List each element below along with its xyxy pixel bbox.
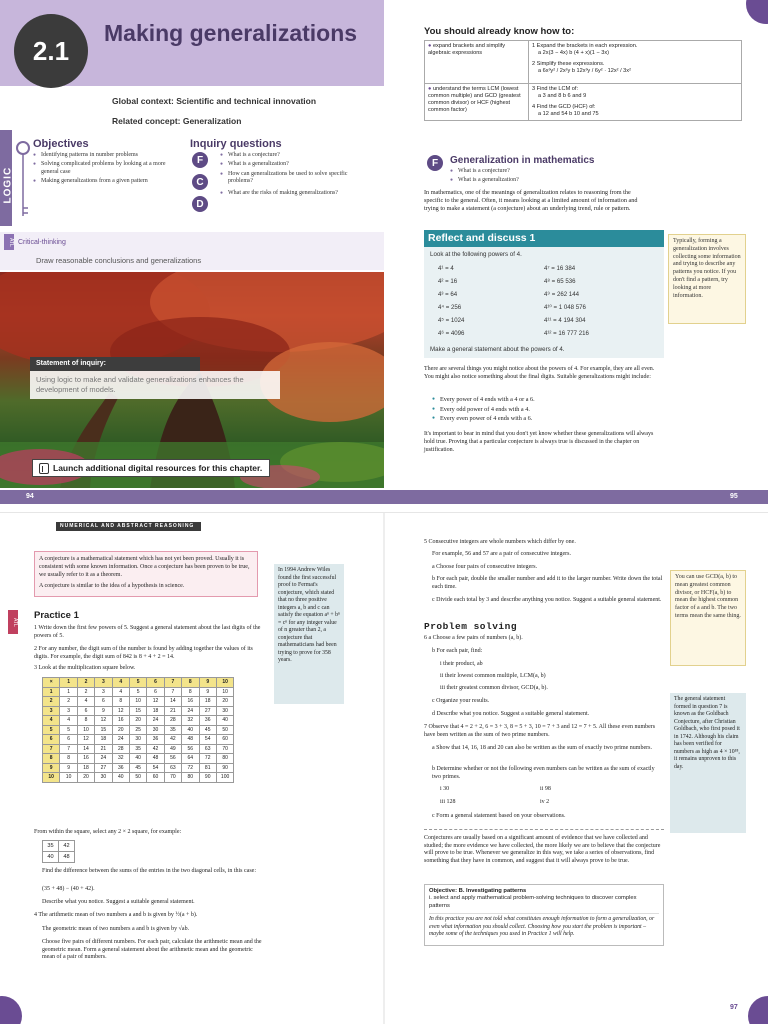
footer-band	[384, 490, 768, 504]
atl-tag: ATL	[4, 234, 14, 250]
row-header-cell: 1	[43, 687, 60, 697]
chapter-title: Making generalizations	[104, 20, 358, 46]
table-cell: 80	[216, 754, 233, 764]
table-cell: 14	[77, 744, 94, 754]
table-cell: 100	[216, 773, 233, 783]
power-right: 4¹¹ = 4 194 304	[544, 317, 586, 324]
question-4c: Choose five pairs of different numbers. For each pair, calculate the arithmetic mean and the geometric mean. Form a general statement about the arithmetic mean and the geometric mean of a pair of numbers.	[42, 939, 262, 961]
table-cell: 4	[60, 716, 77, 726]
gcd-note: You can use GCD(a, b) to mean greatest common divisor, or HCF(a, b) to mean the highest common factor of a and b. The two terms mean the same thing.	[670, 570, 746, 666]
header-cell: 9	[199, 678, 216, 688]
launch-text: Launch additional digital resources for this chapter.	[53, 463, 263, 473]
corner-decoration	[746, 0, 768, 24]
table-cell: 27	[95, 763, 112, 773]
table-cell: 28	[112, 744, 129, 754]
question-5a: a Choose four pairs of consecutive integers.	[432, 564, 538, 570]
table-cell: 2	[77, 687, 94, 697]
section-paragraph: In mathematics, one of the meanings of generalization relates to reasoning from the specific to the general. Often, it means looking at a limited amount of information and trying to make a statement (a conjecture) about an underlying trend, rule or pattern.	[424, 189, 638, 212]
power-right: 4⁸ = 65 536	[544, 278, 576, 285]
table-row	[43, 716, 234, 726]
table-cell: 18	[199, 697, 216, 707]
describe-text: Describe what you notice. Suggest a suitable general statement.	[42, 899, 195, 905]
problem-solving-heading: Problem solving	[424, 621, 518, 632]
table-cell: 18	[147, 706, 164, 716]
question-6b: b For each pair, find:	[432, 648, 483, 654]
table-cell: 24	[182, 706, 199, 716]
prior-knowledge-table	[424, 40, 742, 121]
question-7a: a Show that 14, 16, 18 and 20 can also be written as the sum of exactly two prime numbers.	[432, 745, 652, 751]
table-cell: 20	[77, 773, 94, 783]
inquiry-item: ● What are the risks of making generalizations?	[220, 190, 370, 198]
table-cell: 9	[60, 763, 77, 773]
page-94	[0, 0, 384, 512]
table-cell: 9	[95, 706, 112, 716]
table-cell: 6	[60, 735, 77, 745]
row-header-cell: 3	[43, 706, 60, 716]
table-cell: 10	[216, 687, 233, 697]
table-cell: 40	[216, 716, 233, 726]
power-right: 4¹² = 16 777 216	[544, 330, 589, 337]
power-left: 4⁴ = 256	[438, 304, 462, 311]
generalization-list	[432, 395, 662, 424]
definition-text: A conjecture is a mathematical statement which has not yet been proved. Usually it is consistent with some known information. Once a conjecture has been proven to be true, we usually refer to it as a theorem.	[39, 556, 250, 578]
table-cell: 8	[182, 687, 199, 697]
header-cell: 7	[164, 678, 181, 688]
row-header-cell: 6	[43, 735, 60, 745]
row-header-cell: 4	[43, 716, 60, 726]
table-cell: 45	[199, 725, 216, 735]
objective-title: Objective: B. Investigating patterns	[429, 888, 527, 894]
header-cell: 2	[77, 678, 94, 688]
digital-resource-icon	[39, 463, 49, 474]
question-5b: b For each pair, double the smaller number and add it to the larger number. Write down the total each time.	[432, 576, 663, 590]
power-right: 4⁷ = 16 384	[544, 265, 576, 272]
table-cell: 49	[164, 744, 181, 754]
table-row	[43, 763, 234, 773]
question-item: ● What is a generalization?	[450, 177, 650, 185]
question-7b-item: i 30	[440, 786, 450, 792]
objectives-list	[33, 152, 183, 187]
table-cell: 15	[129, 706, 146, 716]
question-5c: c Divide each total by 3 and describe anything you notice. Suggest a suitable general statement.	[432, 597, 662, 603]
table-cell: 14	[164, 697, 181, 707]
table-cell: 5	[60, 725, 77, 735]
row-header-cell: 8	[43, 754, 60, 764]
table-cell: 90	[216, 763, 233, 773]
table-cell: 60	[216, 735, 233, 745]
debatable-badge: D	[192, 196, 208, 212]
table-cell: 4	[112, 687, 129, 697]
factual-badge: F	[427, 155, 443, 171]
list-item: ● Every power of 4 ends with a 4 or a 6.	[432, 395, 662, 405]
practice-heading: Practice 1	[34, 610, 79, 621]
definition-box	[34, 551, 258, 597]
page-number: 96	[30, 1004, 38, 1011]
corner-decoration	[748, 996, 768, 1024]
table-cell: 12	[112, 706, 129, 716]
table-cell: 48	[182, 735, 199, 745]
table-cell: 20	[112, 725, 129, 735]
power-right: 4⁹ = 262 144	[544, 291, 579, 298]
table-cell: 2	[60, 697, 77, 707]
divider	[424, 829, 664, 830]
table-cell: 56	[164, 754, 181, 764]
reflect-heading: Reflect and discuss 1	[424, 230, 664, 247]
row-header-cell: 2	[43, 697, 60, 707]
table-cell: 4	[77, 697, 94, 707]
table-cell: 54	[147, 763, 164, 773]
section-questions	[450, 168, 650, 186]
table-cell: 16	[182, 697, 199, 707]
fermat-note: In 1994 Andrew Wiles found the first successful proof to Fermat's conjecture, which stated that no three positive integers a, b and c can satisfy the equation aⁿ + bⁿ = cⁿ for any integer value of n greater than 2, a conjecture that mathematicians had been trying to prove for 358 years.	[274, 564, 344, 704]
conjecture-paragraph: Conjectures are usually based on a significant amount of evidence that we have collected and studied; the more evidence we have collected, the more likely we are to believe that the conjecture will prove to be true. Whenever we generalize in this way, we take a series of observations, find something that they have in common, and suggest that it will always prove to be true.	[424, 835, 661, 864]
key-concept-label: LOGIC	[2, 166, 14, 204]
power-left: 4³ = 64	[438, 291, 458, 298]
footer-band	[0, 490, 384, 504]
table-cell: 36	[112, 763, 129, 773]
table-row	[43, 744, 234, 754]
table-cell: 20	[129, 716, 146, 726]
table-cell: 35	[164, 725, 181, 735]
margin-note: Typically, forming a generalization involves collecting some information and trying to describe any patterns you notice. If you don't find a pattern, try looking at more information.	[668, 234, 746, 324]
question-7c: c Form a general statement based on your observations.	[432, 813, 566, 819]
select-text: From within the square, select any 2 × 2 square, for example:	[34, 829, 182, 835]
table-cell: 32	[182, 716, 199, 726]
objective-italic: In this practice you are not told what constitutes enough information to form a generalization, or even what information you should collect. Choosing how you start the problem is important – maybe some of the techniques you used in Practice 1 will help.	[429, 913, 659, 938]
factual-badge: F	[192, 152, 208, 168]
table-cell: 56	[182, 744, 199, 754]
chapter-number: 2.1	[14, 14, 88, 88]
skill-cell: ● understand the terms LCM (lowest common multiple) and GCD (greatest common divisor) or HCF (highest common factor)	[425, 84, 529, 121]
header-cell: 5	[129, 678, 146, 688]
atl-subtitle: Draw reasonable conclusions and generalizations	[36, 256, 202, 265]
table-cell: 24	[147, 716, 164, 726]
header-cell: ×	[43, 678, 60, 688]
table-cell: 10	[60, 773, 77, 783]
related-concept: Related concept: Generalization	[112, 116, 242, 126]
multiplication-square	[42, 677, 234, 783]
section-header-bar: NUMERICAL AND ABSTRACT REASONING	[56, 522, 201, 531]
task-cell: 1 Expand the brackets in each expression. a 2x(3 − 4x) b (4 + x)(1 − 3x) 2 Simplify these expressions. a 6x³y² / 2x²y b 12x³y / 6y² · 12x² / 3x²	[529, 41, 742, 84]
table-cell: 15	[95, 725, 112, 735]
table-cell: 28	[164, 716, 181, 726]
corner-decoration	[0, 996, 22, 1024]
definition-text: A conjecture is similar to the idea of a hypothesis in science.	[39, 583, 185, 589]
table-cell: 12	[95, 716, 112, 726]
atl-title: Critical-thinking	[18, 239, 66, 246]
row-header-cell: 5	[43, 725, 60, 735]
question-4b: The geometric mean of two numbers a and b is given by √ab.	[42, 926, 190, 932]
table-cell: 32	[112, 754, 129, 764]
table-cell: 63	[164, 763, 181, 773]
power-left: 4¹ = 4	[438, 265, 454, 272]
question-4a: 4 The arithmetic mean of two numbers a and b is given by ½(a + b).	[34, 912, 198, 918]
diff-calc: (35 + 48) − (40 + 42).	[42, 886, 95, 892]
table-cell: 48	[147, 754, 164, 764]
question-7b: b Determine whether or not the following even numbers can be written as the sum of exactly two primes.	[432, 766, 655, 780]
table-cell: 3	[95, 687, 112, 697]
reflect-task: Make a general statement about the powers of 4.	[430, 346, 565, 353]
section-heading: Generalization in mathematics	[450, 155, 595, 166]
inquiry-heading: Inquiry questions	[190, 138, 282, 150]
table-cell: 3	[60, 706, 77, 716]
body-text: It's important to bear in mind that you don't yet know whether these generalizations will always hold true. Proving that a particular conjecture is always true is discussed in the chapter on justification.	[424, 431, 654, 453]
table-cell: 25	[129, 725, 146, 735]
page-number: 94	[26, 493, 34, 500]
question-6c: c Organize your results.	[432, 698, 490, 704]
page-number: 95	[730, 493, 738, 500]
question-6a: 6 a Choose a few pairs of numbers (a, b).	[424, 635, 523, 641]
table-cell: 50	[129, 773, 146, 783]
table-cell: 6	[77, 706, 94, 716]
table-cell: 40	[129, 754, 146, 764]
table-cell: 9	[199, 687, 216, 697]
header-cell: 8	[182, 678, 199, 688]
table-cell: 42	[164, 735, 181, 745]
table-cell: 30	[95, 773, 112, 783]
question-6biii: iii their greatest common divisor, GCD(a, b).	[440, 685, 548, 691]
table-row	[43, 697, 234, 707]
table-cell: 18	[95, 735, 112, 745]
table-cell: 21	[95, 744, 112, 754]
table-cell: 5	[129, 687, 146, 697]
table-cell: 42	[147, 744, 164, 754]
table-cell: 60	[147, 773, 164, 783]
table-cell: 21	[164, 706, 181, 716]
table-row	[43, 706, 234, 716]
diff-text: Find the difference between the sums of the entries in the two diagonal cells, in this case:	[42, 868, 256, 874]
objectives-heading: Objectives	[33, 138, 89, 150]
question-3: 3 Look at the multiplication square below.	[34, 665, 136, 671]
list-item: ● Every even power of 4 ends with a 6.	[432, 414, 662, 424]
table-cell: 40	[182, 725, 199, 735]
goldbach-note: The general statement formed in question 7 is known as the Goldbach Conjecture, after Christian Goldbach, who first posed it in 1742. Although his claim has been verified for numbers as high as 4 × 10¹⁸, it remains unproven to this day.	[670, 693, 746, 833]
table-row	[425, 84, 742, 121]
table-row	[43, 735, 234, 745]
inquiry-item: ● How can generalizations be used to solve specific problems?	[220, 171, 370, 186]
key-icon	[12, 138, 34, 218]
conceptual-badge: C	[192, 174, 208, 190]
power-left: 4⁵ = 1024	[438, 317, 465, 324]
reflect-intro: Look at the following powers of 4.	[430, 251, 522, 258]
skill-cell: ● expand brackets and simplify algebraic expressions	[425, 41, 529, 84]
header-cell: 1	[60, 678, 77, 688]
question-7b-item: iv 2	[540, 799, 550, 805]
table-row	[43, 773, 234, 783]
page-number: 97	[730, 1004, 738, 1011]
question-7b-item: iii 128	[440, 799, 456, 805]
table-cell: 24	[95, 754, 112, 764]
table-cell: 81	[199, 763, 216, 773]
table-cell: 6	[95, 697, 112, 707]
table-cell: 18	[77, 763, 94, 773]
list-item: ● Every odd power of 4 ends with a 4.	[432, 405, 662, 415]
table-cell: 16	[112, 716, 129, 726]
question-item: ● What is a conjecture?	[450, 168, 650, 176]
question-5-example: For example, 56 and 57 are a pair of consecutive integers.	[432, 551, 571, 557]
table-header-row	[43, 678, 234, 688]
objective-line: i. select and apply mathematical problem-solving techniques to discover complex patterns	[429, 895, 637, 909]
table-cell: 30	[129, 735, 146, 745]
table-cell: 63	[199, 744, 216, 754]
row-header-cell: 7	[43, 744, 60, 754]
table-cell: 72	[182, 763, 199, 773]
global-context: Global context: Scientific and technical innovation	[112, 96, 317, 106]
table-cell: 10	[129, 697, 146, 707]
table-cell: 36	[147, 735, 164, 745]
table-cell: 8	[77, 716, 94, 726]
header-cell: 10	[216, 678, 233, 688]
table-cell: 8	[60, 754, 77, 764]
table-cell: 24	[112, 735, 129, 745]
objective-item: ● Making generalizations from a given pattern	[33, 178, 183, 186]
table-cell: 30	[216, 706, 233, 716]
table-cell: 8	[112, 697, 129, 707]
table-cell: 36	[199, 716, 216, 726]
example-square: 35 42 40 48	[42, 840, 75, 863]
question-7: 7 Observe that 4 = 2 + 2, 6 = 3 + 3, 8 = 5 + 3, 10 = 7 + 3 and 12 = 7 + 5. All these even numbers have been written as the sum of two prime numbers.	[424, 724, 656, 738]
question-6d: d Describe what you notice. Suggest a suitable general statement.	[432, 711, 590, 717]
table-cell: 70	[216, 744, 233, 754]
table-cell: 80	[182, 773, 199, 783]
objective-item: ● Identifying patterns in number problems	[33, 152, 183, 160]
power-left: 4⁶ = 4096	[438, 330, 465, 337]
context-block	[112, 94, 316, 128]
body-text: There are several things you might notice about the powers of 4. For example, they are all even. You might also notice something about the final digits. Suitable generalizations might include:	[424, 366, 655, 380]
table-row	[425, 41, 742, 84]
table-cell: 7	[164, 687, 181, 697]
question-5: 5 Consecutive integers are whole numbers which differ by one.	[424, 539, 576, 545]
table-cell: 90	[199, 773, 216, 783]
atl-tag: ATL	[8, 610, 18, 634]
objective-box	[424, 884, 664, 946]
table-cell: 12	[147, 697, 164, 707]
table-cell: 64	[182, 754, 199, 764]
table-cell: 10	[77, 725, 94, 735]
header-cell: 4	[112, 678, 129, 688]
table-cell: 40	[112, 773, 129, 783]
statement-of-inquiry: Using logic to make and validate generalizations enhances the development of models.	[30, 371, 280, 399]
table-cell: 20	[216, 697, 233, 707]
launch-resources-button[interactable]	[32, 459, 270, 477]
table-row	[43, 725, 234, 735]
inquiry-list	[220, 152, 370, 199]
table-cell: 1	[60, 687, 77, 697]
table-cell: 54	[199, 735, 216, 745]
table-cell: 27	[199, 706, 216, 716]
table-cell: 70	[164, 773, 181, 783]
table-cell: 12	[77, 735, 94, 745]
inquiry-item: ● What is a generalization?	[220, 161, 370, 169]
table-cell: 72	[199, 754, 216, 764]
question-2: 2 For any number, the digit sum of the number is found by adding together the values of its digits. For example, the digit sum of 842 is 8 + 4 + 2 = 14.	[34, 646, 253, 660]
objective-item: ● Solving complicated problems by looking at a more general case	[33, 161, 183, 176]
table-row	[43, 687, 234, 697]
table-cell: 16	[77, 754, 94, 764]
question-1: 1 Write down the first few powers of 5. Suggest a general statement about the last digits of the powers of 5.	[34, 625, 261, 639]
header-cell: 6	[147, 678, 164, 688]
table-cell: 45	[129, 763, 146, 773]
table-cell: 30	[147, 725, 164, 735]
statement-label: Statement of inquiry:	[30, 357, 200, 371]
inquiry-item: ● What is a conjecture?	[220, 152, 370, 160]
table-cell: 6	[147, 687, 164, 697]
table-cell: 35	[129, 744, 146, 754]
question-7b-item: ii 98	[540, 786, 551, 792]
header-cell: 3	[95, 678, 112, 688]
power-right: 4¹⁰ = 1 048 576	[544, 304, 586, 311]
task-cell: 3 Find the LCM of: a 3 and 8 b 6 and 9 4 Find the GCD (HCF) of: a 12 and 54 b 10 and 75	[529, 84, 742, 121]
table-cell: 7	[60, 744, 77, 754]
question-6bi: i their product, ab	[440, 661, 483, 667]
question-6bii: ii their lowest common multiple, LCM(a, b)	[440, 673, 546, 679]
table-cell: 50	[216, 725, 233, 735]
row-header-cell: 10	[43, 773, 60, 783]
power-left: 4² = 16	[438, 278, 458, 285]
row-header-cell: 9	[43, 763, 60, 773]
prior-knowledge-heading: You should already know how to:	[424, 26, 575, 37]
table-row	[43, 754, 234, 764]
